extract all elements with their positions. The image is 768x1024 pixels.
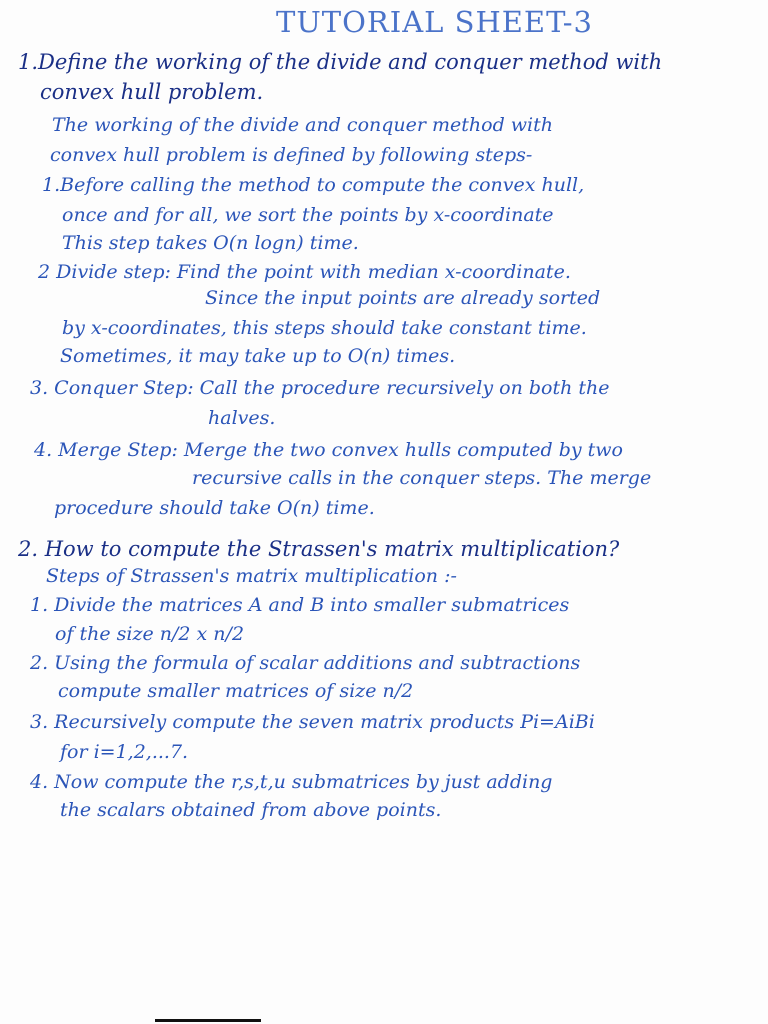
answer-2-line-8: 4. Now compute the r,s,t,u submatrices by just adding [30,771,553,793]
answer-2-line-5: compute smaller matrices of size n/2 [58,680,414,702]
answer-1-line-14: procedure should take O(n) time. [54,497,375,519]
answer-2-line-4: 2. Using the formula of scalar additions and subtractions [30,652,581,674]
bottom-edge-mark [155,1019,261,1022]
answer-1-line-11: halves. [208,407,276,429]
answer-1-line-1: The working of the divide and conquer method with [52,114,554,136]
answer-1-line-10: 3. Conquer Step: Call the procedure recursively on both the [30,377,610,399]
question-1-line-1: 1.Define the working of the divide and conquer method with [18,50,663,74]
answer-2-line-9: the scalars obtained from above points. [60,799,442,821]
answer-1-line-13: recursive calls in the conquer steps. The merge [192,467,652,489]
question-2-line-1: 2. How to compute the Strassen's matrix multiplication? [18,537,620,561]
answer-2-line-2: 1. Divide the matrices A and B into smaller submatrices [30,594,570,616]
answer-1-line-3: 1.Before calling the method to compute the convex hull, [42,174,585,196]
answer-1-line-7: Since the input points are already sorted [205,287,601,309]
question-1-line-2: convex hull problem. [40,80,264,104]
answer-1-line-9: Sometimes, it may take up to O(n) times. [60,345,456,367]
answer-1-line-5: This step takes O(n logn) time. [62,232,359,254]
answer-1-line-2: convex hull problem is defined by following steps- [50,144,533,166]
sheet-title: TUTORIAL SHEET-3 [276,5,593,39]
answer-1-line-8: by x-coordinates, this steps should take constant time. [62,317,587,339]
answer-2-line-1: Steps of Strassen's matrix multiplication :- [46,565,457,587]
answer-2-line-6: 3. Recursively compute the seven matrix products Pi=AiBi [30,711,595,733]
answer-1-line-6: 2 Divide step: Find the point with median x-coordinate. [38,261,571,283]
answer-2-line-7: for i=1,2,...7. [60,741,189,763]
answer-2-line-3: of the size n/2 x n/2 [55,623,245,645]
answer-1-line-12: 4. Merge Step: Merge the two convex hulls computed by two [34,439,623,461]
answer-1-line-4: once and for all, we sort the points by x-coordinate [62,204,554,226]
